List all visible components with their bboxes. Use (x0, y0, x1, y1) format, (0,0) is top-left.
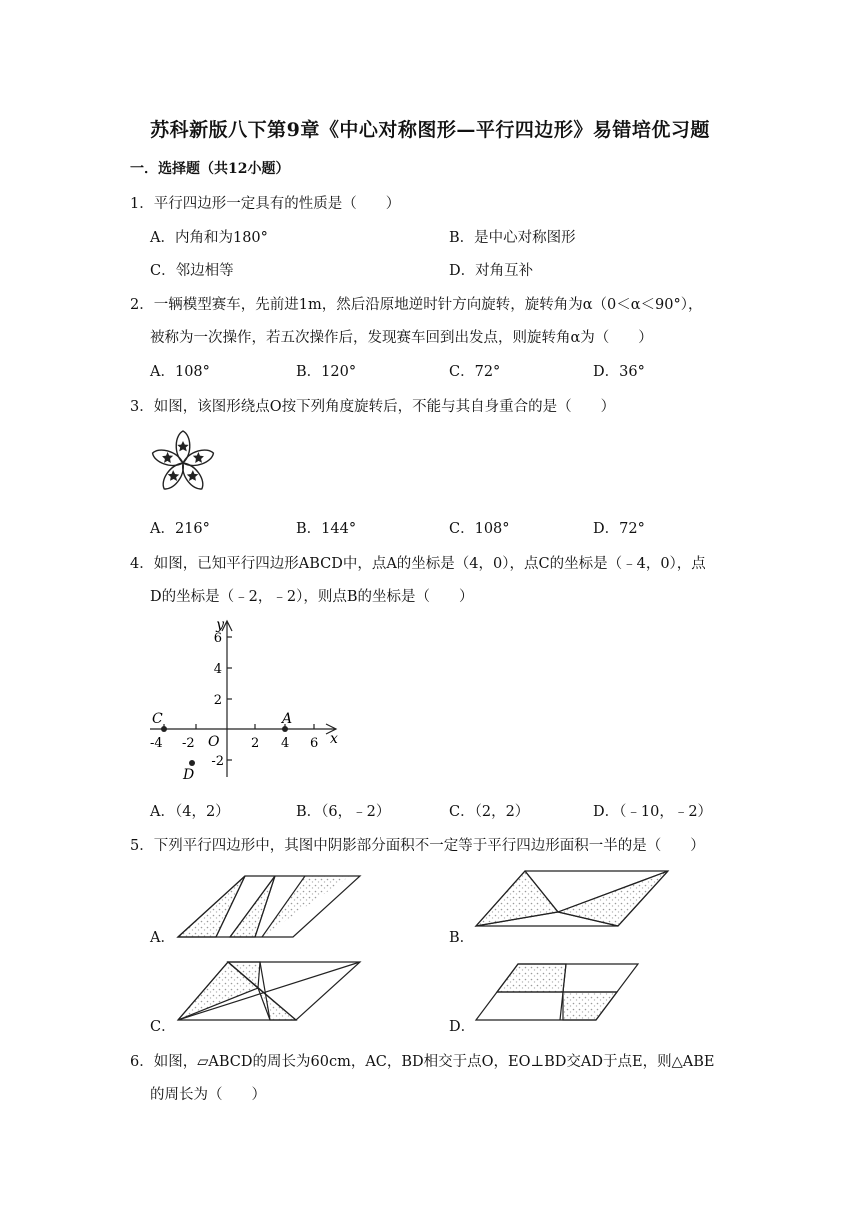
q2-option-b[interactable]: B．120° (296, 364, 357, 380)
parallelogram-figure-a (170, 872, 370, 942)
q4-option-a[interactable]: A．（4，2） (150, 804, 230, 820)
q1-option-b[interactable]: B．是中心对称图形 (449, 230, 576, 246)
point-d-label: D (183, 767, 195, 783)
question-2-stem-line1: 2．一辆模型赛车，先前进1m，然后沿原地逆时针方向旋转，旋转角为α（0＜α＜90°）， (130, 297, 703, 313)
y-tick: 6 (213, 631, 222, 646)
q2-option-a[interactable]: A．108° (150, 364, 210, 380)
coordinate-graph (140, 615, 350, 785)
question-1-stem: 1．平行四边形一定具有的性质是（ ） (130, 196, 401, 212)
question-4-stem-line2: D的坐标是（﹣2，﹣2），则点B的坐标是（ ） (150, 589, 474, 605)
y-axis-label: y (216, 617, 224, 633)
q3-option-a[interactable]: A．216° (150, 521, 210, 537)
q2-option-c[interactable]: C．72° (449, 364, 501, 380)
question-5-stem: 5．下列平行四边形中，其图中阴影部分面积不一定等于平行四边形面积一半的是（ ） (130, 838, 705, 854)
point-a-label: A (282, 711, 293, 727)
q3-option-b[interactable]: B．144° (296, 521, 357, 537)
q1-option-c[interactable]: C．邻边相等 (150, 263, 234, 279)
y-tick: 2 (213, 693, 222, 708)
q4-option-b[interactable]: B．（6，﹣2） (296, 804, 391, 820)
x-tick: 6 (310, 736, 319, 751)
q1-option-d[interactable]: D．对角互补 (449, 263, 534, 279)
question-2-stem-line2: 被称为一次操作，若五次操作后，发现赛车回到出发点，则旋转角α为（ ） (150, 330, 653, 346)
q4-option-c[interactable]: C．（2，2） (449, 804, 530, 820)
q5-option-c[interactable]: C． (150, 1019, 176, 1035)
q3-option-c[interactable]: C．108° (449, 521, 510, 537)
x-tick: -4 (150, 736, 163, 751)
x-tick: 2 (251, 736, 260, 751)
flower-figure (148, 428, 218, 498)
x-axis-label: x (330, 731, 338, 747)
x-tick: -2 (182, 736, 195, 751)
q2-option-d[interactable]: D．36° (593, 364, 645, 380)
section-heading: 一．选择题（共12小题） (130, 161, 290, 177)
q5-option-b[interactable]: B． (449, 930, 475, 946)
question-6-stem-line2: 的周长为（ ） (150, 1087, 266, 1103)
q1-option-a[interactable]: A．内角和为180° (150, 230, 268, 246)
q3-option-d[interactable]: D．72° (593, 521, 645, 537)
point-d (189, 760, 195, 766)
q4-option-d[interactable]: D．（﹣10，﹣2） (593, 804, 713, 820)
q5-option-a[interactable]: A． (150, 930, 175, 946)
point-c-label: C (152, 711, 163, 727)
question-3-stem: 3．如图，该图形绕点O按下列角度旋转后，不能与其自身重合的是（ ） (130, 399, 616, 415)
question-4-stem-line1: 4．如图，已知平行四边形ABCD中，点A的坐标是（4，0），点C的坐标是（﹣4，0），点 (130, 556, 706, 572)
parallelogram-figure-b (470, 866, 675, 932)
origin-label: O (208, 734, 220, 750)
parallelogram-figure-d (470, 960, 670, 1026)
question-6-stem-line1: 6．如图，▱ABCD的周长为60cm，AC，BD相交于点O，EO⊥BD交AD于点E，则△ABE (130, 1054, 715, 1070)
y-tick: 4 (213, 662, 222, 677)
y-tick: -2 (211, 754, 224, 769)
parallelogram-figure-c (170, 958, 370, 1024)
x-tick: 4 (281, 736, 290, 751)
page-title: 苏科新版八下第9章《中心对称图形—平行四边形》易错培优习题 (150, 119, 710, 141)
q5-option-d[interactable]: D． (449, 1019, 476, 1035)
